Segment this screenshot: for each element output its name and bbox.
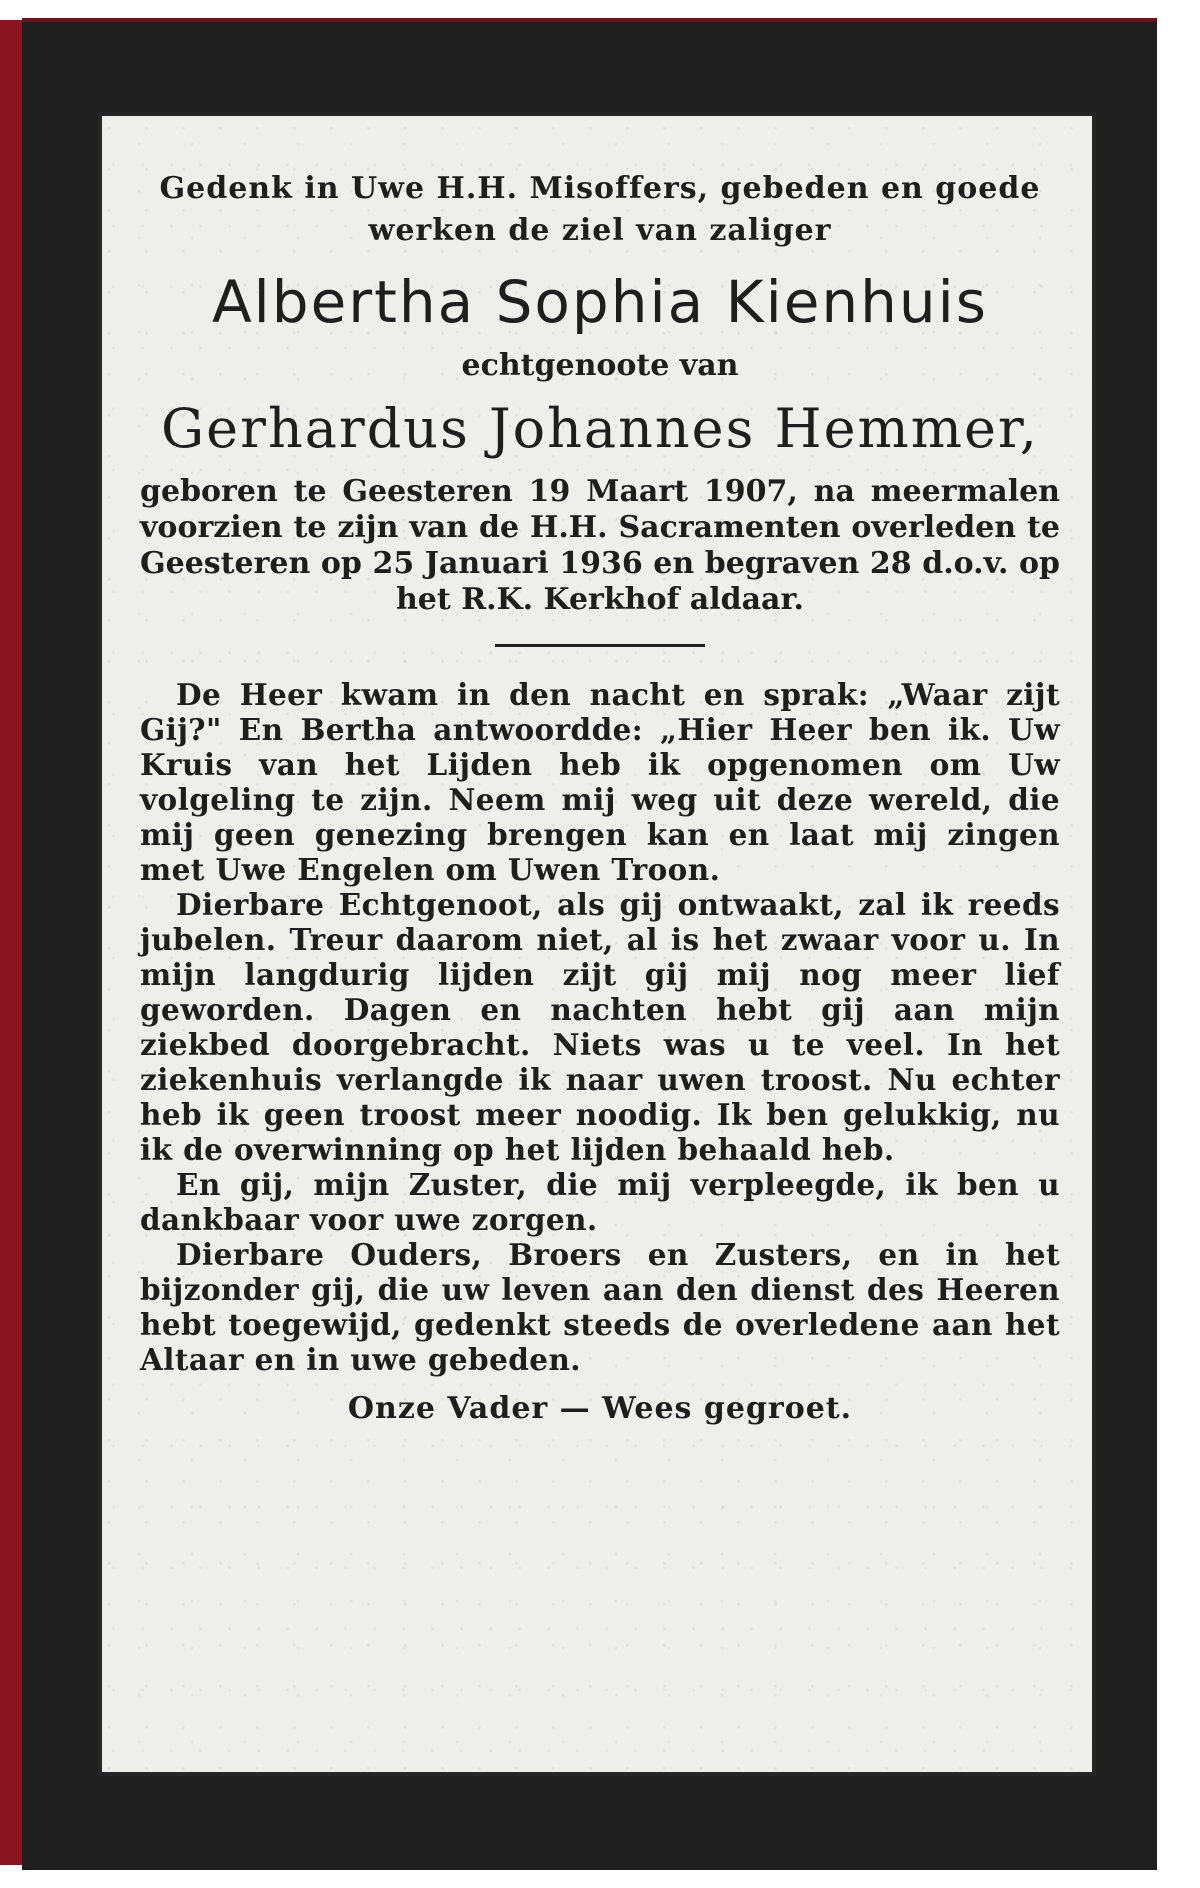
- paragraph-sister: En gij, mijn Zuster, die mij verpleegde, ik ben u dankbaar voor uwe zorgen.: [140, 1167, 1060, 1237]
- paragraph-family: Dierbare Ouders, Broers en Zusters, en in het bijzonder gij, die uw leven aan den dienst des Heeren hebt toegewijd, gedenkt steeds de overledene aan het Altaar en in uwe gebeden.: [140, 1237, 1060, 1377]
- intro-text: Gedenk in Uwe H.H. Misoffers, gebeden en goede werken de ziel van zaliger: [159, 171, 1041, 248]
- spouse-name: Gerhardus Johannes Hemmer,: [161, 397, 1039, 460]
- red-scan-edge: [0, 20, 22, 1865]
- card-text: [140, 168, 1060, 1429]
- paragraph-prayer: De Heer kwam in den nacht en sprak: „Waar zijt Gij?" En Bertha antwoordde: „Hier Heer ben ik. Uw Kruis van het Lijden heb ik opgenomen om Uw volgeling te zijn. Neem mij weg uit deze wereld, die mij geen genezing brengen kan en laat mij zingen met Uwe Engelen om Uwen Troon.: [140, 677, 1060, 887]
- deceased-name: Albertha Sophia Kienhuis: [211, 268, 989, 336]
- birth-death-details: geboren te Geesteren 19 Maart 1907, na meermalen voorzien te zijn van de H.H. Sacramenten overleden te Geesteren op 25 Januari 1936 en begraven 28 d.o.v. op het R.K. Kerkhof aldaar.: [140, 474, 1060, 617]
- spouse-label: echtgenoote van: [461, 348, 739, 383]
- paragraph-spouse: Dierbare Echtgenoot, als gij ontwaakt, zal ik reeds jubelen. Treur daarom niet, al is het zwaar voor u. In mijn langdurig lijden zijt gij mij nog meer lief geworden. Dagen en nachten hebt gij aan mijn ziekbed doorgebracht. Niets was u te veel. In het ziekenhuis verlangde ik naar uwen troost. Nu echter heb ik geen troost meer noodig. Ik ben gelukkig, nu ik de overwinning op het lijden behaald heb.: [140, 887, 1060, 1167]
- divider-line: [495, 644, 705, 647]
- closing-prayer: Onze Vader — Wees gegroet.: [347, 1391, 853, 1426]
